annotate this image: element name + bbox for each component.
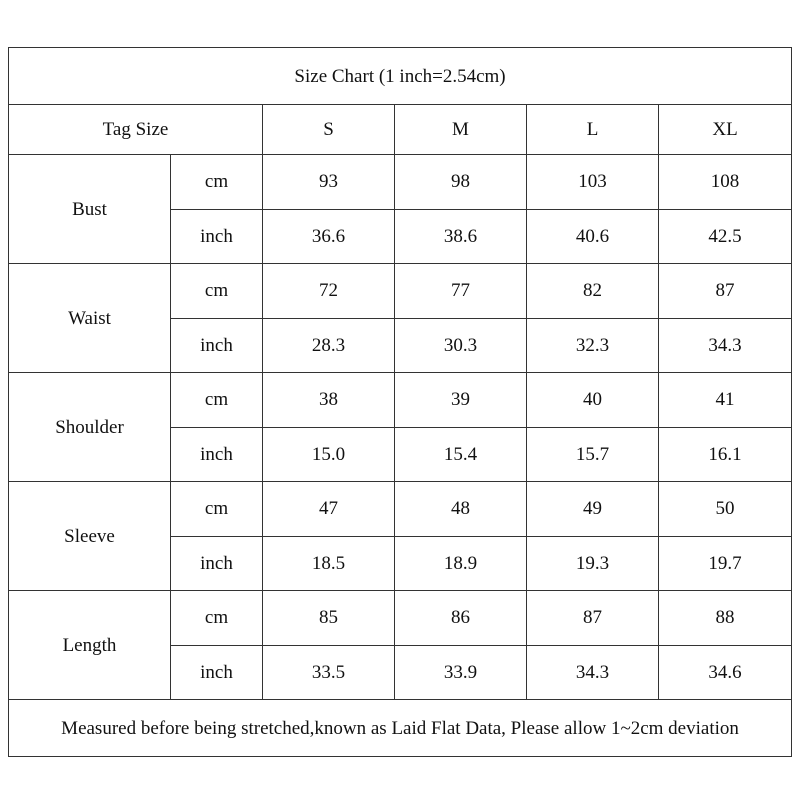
size-header-l: L (527, 105, 659, 155)
table-cell: 38 (263, 373, 395, 428)
table-cell: 32.3 (527, 318, 659, 373)
size-header-s: S (263, 105, 395, 155)
unit-label: inch (171, 536, 263, 591)
table-cell: 87 (527, 591, 659, 646)
table-cell: 15.0 (263, 427, 395, 482)
table-cell: 38.6 (395, 209, 527, 264)
table-row (9, 591, 792, 646)
table-cell: 18.9 (395, 536, 527, 591)
table-cell: 98 (395, 155, 527, 210)
table-cell: 19.3 (527, 536, 659, 591)
unit-label: inch (171, 427, 263, 482)
size-header-m: M (395, 105, 527, 155)
table-cell: 93 (263, 155, 395, 210)
table-cell: 86 (395, 591, 527, 646)
table-cell: 85 (263, 591, 395, 646)
table-cell: 72 (263, 264, 395, 319)
table-cell: 42.5 (659, 209, 792, 264)
table-cell: 87 (659, 264, 792, 319)
table-cell: 34.3 (527, 645, 659, 700)
table-cell: 16.1 (659, 427, 792, 482)
table-cell: 15.4 (395, 427, 527, 482)
chart-title: Size Chart (1 inch=2.54cm) (9, 48, 792, 105)
table-cell: 103 (527, 155, 659, 210)
table-row (9, 155, 792, 210)
table-cell: 108 (659, 155, 792, 210)
table-cell: 28.3 (263, 318, 395, 373)
unit-label: cm (171, 373, 263, 428)
table-cell: 18.5 (263, 536, 395, 591)
table-cell: 30.3 (395, 318, 527, 373)
unit-label: cm (171, 264, 263, 319)
table-cell: 88 (659, 591, 792, 646)
measure-label-sleeve: Sleeve (9, 482, 171, 591)
size-chart-table (8, 47, 792, 757)
table-cell: 19.7 (659, 536, 792, 591)
measure-label-bust: Bust (9, 155, 171, 264)
table-cell: 34.6 (659, 645, 792, 700)
footer-note: Measured before being stretched,known as Laid Flat Data, Please allow 1~2cm deviation (9, 700, 792, 757)
measure-label-length: Length (9, 591, 171, 700)
table-cell: 15.7 (527, 427, 659, 482)
tag-size-header: Tag Size (9, 105, 263, 155)
table-cell: 41 (659, 373, 792, 428)
unit-label: inch (171, 209, 263, 264)
table-row (9, 264, 792, 319)
table-cell: 36.6 (263, 209, 395, 264)
table-cell: 77 (395, 264, 527, 319)
unit-label: inch (171, 645, 263, 700)
unit-label: cm (171, 482, 263, 537)
measure-label-waist: Waist (9, 264, 171, 373)
table-cell: 47 (263, 482, 395, 537)
table-cell: 48 (395, 482, 527, 537)
unit-label: cm (171, 155, 263, 210)
measure-label-shoulder: Shoulder (9, 373, 171, 482)
table-row (9, 373, 792, 428)
table-cell: 40 (527, 373, 659, 428)
table-cell: 33.9 (395, 645, 527, 700)
table-cell: 49 (527, 482, 659, 537)
table-cell: 40.6 (527, 209, 659, 264)
table-cell: 33.5 (263, 645, 395, 700)
table-cell: 82 (527, 264, 659, 319)
unit-label: inch (171, 318, 263, 373)
unit-label: cm (171, 591, 263, 646)
table-cell: 34.3 (659, 318, 792, 373)
table-cell: 50 (659, 482, 792, 537)
size-header-xl: XL (659, 105, 792, 155)
table-cell: 39 (395, 373, 527, 428)
table-row (9, 482, 792, 537)
